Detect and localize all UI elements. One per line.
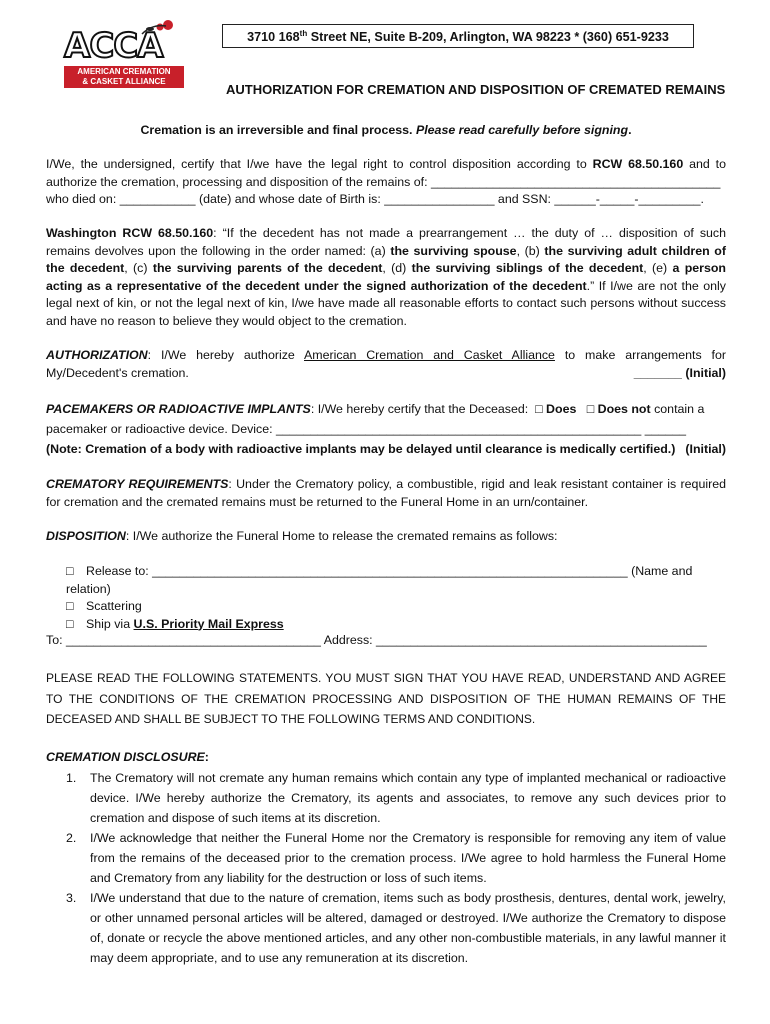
auth-company: American Cremation and Casket Alliance [304,348,555,362]
address-post: Street NE, Suite B-209, Arlington, WA 98223 * (360) 651-9233 [307,30,669,44]
pace-line-1 [46,399,726,419]
list-item [66,888,726,968]
rcw-label: Washington RCW 68.50.160 [46,226,214,240]
auth-label: AUTHORIZATION [46,348,148,362]
does-label: Does [546,402,577,416]
cert-line-1 [46,156,726,174]
pace-text-b: contain a [654,402,705,416]
logo-line-2: & CASKET ALLIANCE [82,77,166,86]
disposition-text: : I/We authorize the Funeral Home to release the cremated remains as follows: [125,529,558,543]
rcw-t2: , (b) [516,243,540,258]
crematory-text: : Under the Crematory policy, a combustible, rigid and leak resistant container is required for cremation and the cremated remains must be returned to the Funeral Home in an urn/container. [46,477,726,509]
address-box [222,24,694,48]
pace-device-field[interactable]: pacemaker or radioactive device. Device: _____________________________________________________ ______ [46,422,687,436]
warning-plain: Cremation is an irreversible and final process. [140,123,413,137]
logo-line-1: AMERICAN CREMATION [77,67,171,76]
crematory-requirements [46,476,726,511]
certification-paragraph [46,156,726,209]
rcw-t1: : “If the decedent has not made a prearrangement … the duty of … disposition of such remains devolves upon the following in the order named: (a) [46,226,727,258]
rcw-b1: the surviving spouse [390,243,517,258]
washington-rcw-paragraph [46,225,726,330]
list-item [66,828,726,888]
disposition-label: DISPOSITION [46,529,126,543]
pace-initial-label: (Initial) [685,442,726,456]
auth-line-1 [46,347,726,365]
ship-label: Ship via [86,616,131,631]
statements-paragraph: PLEASE READ THE FOLLOWING STATEMENTS. YOU MUST SIGN THAT YOU HAVE READ, UNDERSTAND AND AGREE TO THE CONDITIONS OF THE CREMATION PROCESSING AND DISPOSITION OF THE HUMAN REMAINS OF THE DECEASED AND SHALL BE SUBJECT TO THE FOLLOWING TERMS AND CONDITIONS. [46,671,726,726]
warning-italic: Please read carefully before signing [415,123,629,137]
warning-end: . [628,123,632,137]
pacemakers-paragraph [46,399,726,459]
auth-text-b: to make arrangements for [564,348,726,362]
logo-band [64,66,184,88]
disclosure-heading [46,749,726,767]
rcw-t6: .” If I/we are not the only legal next of kin, or not the legal next of kin, I/we have made all reasonable efforts to contact such persons without success and have no reason to believe they would object to the cremation. [46,278,726,328]
disclosure-colon: : [204,750,209,764]
option-ship [66,616,726,634]
ship-checkbox[interactable]: □ [66,616,74,631]
cert-text-b: and to [689,157,726,171]
rcw-t3: , (c) [124,261,148,275]
item-text: The Crematory will not cremate any human remains which contain any type of implanted mechanical or radioactive device. I/We hereby authorize the Crematory, its agents and associates, to remove any such devices prior to cremation and dispose of such items at its discretion. [90,771,726,825]
cremation-warning [46,122,726,140]
pace-text-a: : I/We hereby certify that the Deceased: [310,402,529,416]
auth-initial-field[interactable]: _______ (Initial) [633,365,726,380]
rcw-b5: a person acting as a representative of the decedent under the signed authorization of the decedent [46,261,727,293]
pace-note: (Note: Cremation of a body with radioactive implants may be delayed until clearance is medically certified.) [46,442,676,456]
scattering-label: Scattering [86,599,142,613]
acca-logo [60,18,190,90]
rcw-t5: , (e) [643,261,668,275]
option-release [66,563,726,598]
auth-line-2 [46,365,726,383]
does-checkbox[interactable]: □ [535,402,543,416]
pace-label: PACEMAKERS OR RADIOACTIVE IMPLANTS [46,402,311,416]
item-number: 2. [66,831,77,845]
release-field[interactable]: Release to: _____________________________________________________________________ [86,564,628,578]
option-scattering [66,598,726,616]
address-sup: th [299,28,308,38]
disposition-options [66,563,726,633]
disposition-paragraph [46,528,726,546]
list-item [66,768,726,828]
auth-line-2-text: My/Decedent's cremation. [46,365,189,380]
does-not-checkbox[interactable]: □ [586,402,595,416]
item-text: I/We acknowledge that neither the Funeral Home nor the Crematory is responsible for removing any item of value from the remains of the deceased prior to the cremation process. I/We agree to hold harmless the Funeral Home and Crematory from any liability for the destruction or loss of such items. [90,831,726,885]
does-not-label: Does not [597,402,651,416]
rcw-b3: the surviving parents of the decedent [152,261,383,275]
to-address-line[interactable]: To: _____________________________________ Address: ________________________________________________ [46,633,707,647]
item-text: I/We understand that due to the nature of cremation, items such as body prosthesis, dentures, dental work, jewelry, or other unnamed personal articles will be altered, damaged or destroyed. I/We authorize the Crematory to dispose of, donate or recycle the above mentioned articles, and any other non-combustible materials, in any lawful manner it may deem appropriate, and to use any remuneration at its discretion. [90,891,726,965]
scattering-checkbox[interactable]: □ [66,599,74,613]
disclosure-list [66,768,726,968]
rcw-b2: the surviving adult children of the decedent [46,243,726,275]
disclosure-label: CREMATION DISCLOSURE [46,750,205,764]
release-suffix: (Name and relation) [66,564,693,596]
auth-text-a: : I/We hereby authorize [147,348,295,362]
item-number: 1. [66,771,77,785]
rcw-b4: the surviving siblings of the decedent [411,261,644,275]
document-title: AUTHORIZATION FOR CREMATION AND DISPOSITION OF CREMATED REMAINS [226,82,726,97]
cert-line-2[interactable]: authorize the cremation, processing and disposition of the remains of: __________________________________________ [46,174,721,189]
crematory-label: CREMATORY REQUIREMENTS [46,477,229,491]
logo-letters: ACCA [64,26,163,66]
ship-method: U.S. Priority Mail Express [133,616,284,631]
cert-text-a: I/We, the undersigned, certify that I/we have the legal right to control disposition according to [46,157,587,171]
release-checkbox[interactable]: □ [66,564,74,578]
rcw-t4: , (d) [382,261,407,275]
item-number: 3. [66,891,77,905]
cert-line-3[interactable]: who died on: ___________ (date) and whose date of Birth is: ________________ and SSN: ______-_____-_________. [46,192,704,206]
cert-rcw: RCW 68.50.160 [592,157,684,171]
authorization-paragraph [46,347,726,382]
address-pre: 3710 168 [247,30,300,44]
